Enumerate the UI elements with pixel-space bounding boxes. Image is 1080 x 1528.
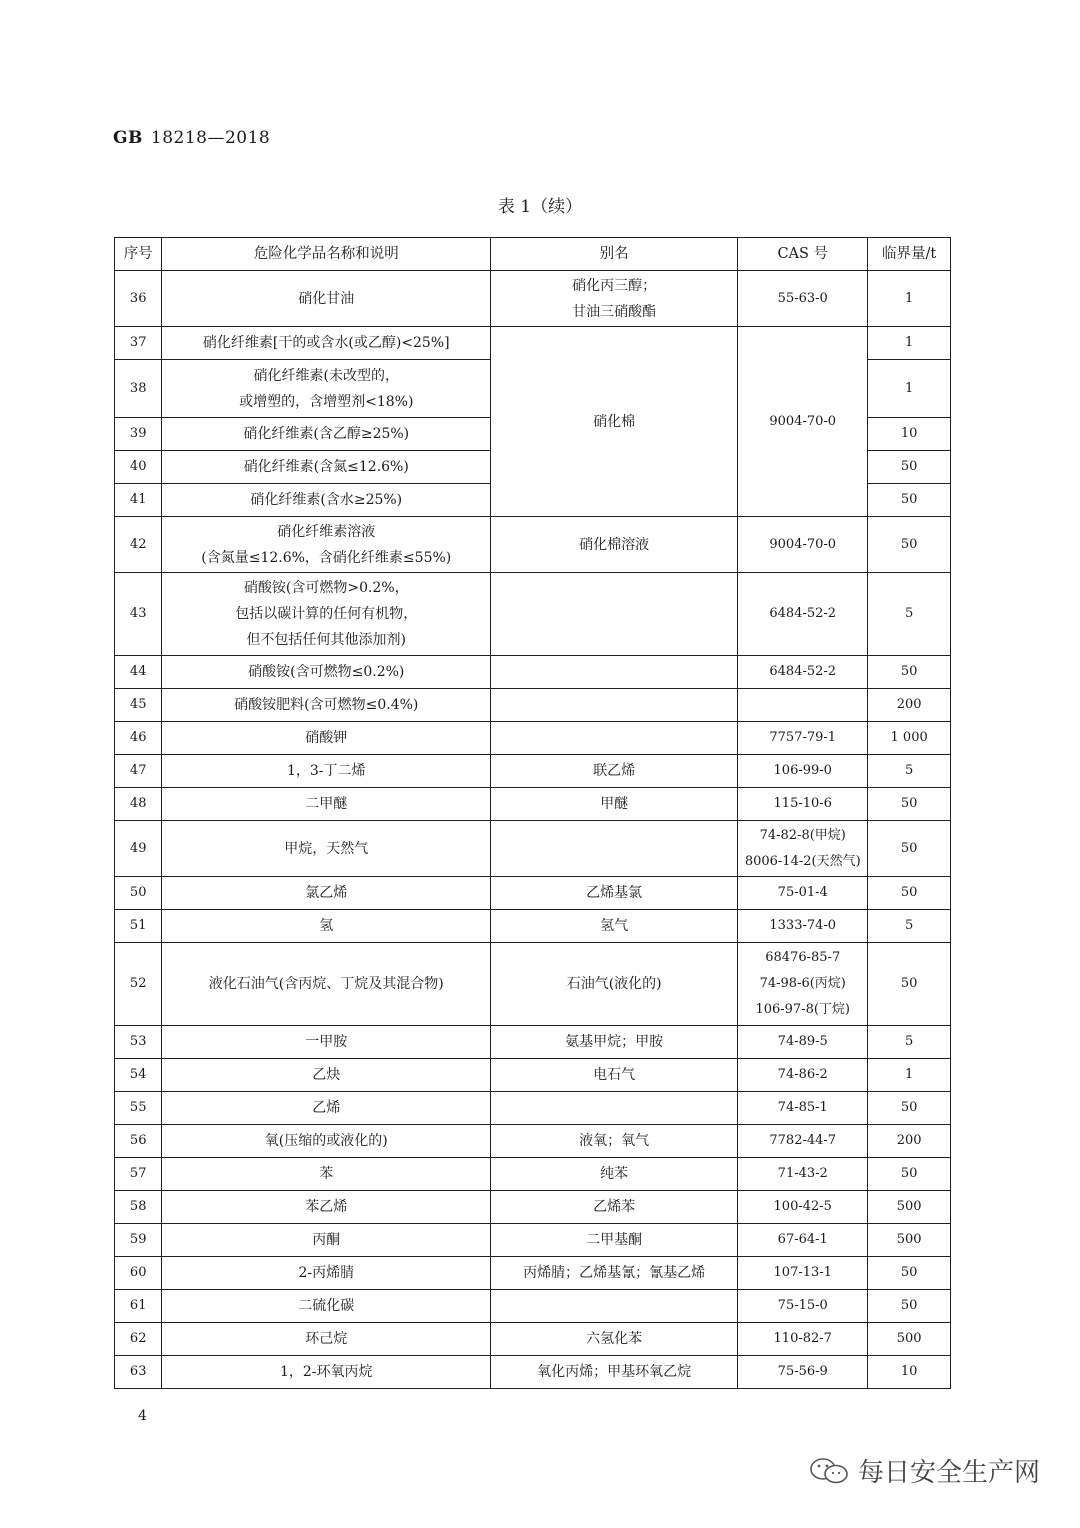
- table-row: [115, 573, 951, 656]
- chemical-name: 液化石油气(含丙烷、丁烷及其混合物): [162, 943, 491, 1026]
- table-row: [115, 1290, 951, 1323]
- row-number: 48: [115, 788, 162, 821]
- chemical-alias: 电石气: [491, 1059, 738, 1092]
- chemical-name: 氢: [162, 910, 491, 943]
- table-row: [115, 788, 951, 821]
- chemical-name: 环己烷: [162, 1323, 491, 1356]
- row-number: 36: [115, 271, 162, 327]
- header-name: 危险化学品名称和说明: [162, 238, 491, 271]
- chemical-alias: [491, 689, 738, 722]
- chemical-name: 硝化甘油: [162, 271, 491, 327]
- threshold-quantity: 1: [868, 360, 951, 418]
- row-number: 44: [115, 656, 162, 689]
- row-number: 41: [115, 484, 162, 517]
- threshold-quantity: 50: [868, 656, 951, 689]
- threshold-quantity: 50: [868, 484, 951, 517]
- threshold-quantity: 50: [868, 1257, 951, 1290]
- chemical-name: 氯乙烯: [162, 877, 491, 910]
- threshold-quantity: 500: [868, 1323, 951, 1356]
- threshold-quantity: 1: [868, 1059, 951, 1092]
- chemical-alias: [491, 722, 738, 755]
- chemical-alias: 硝化丙三醇； 甘油三硝酸酯: [491, 271, 738, 327]
- header-no: 序号: [115, 238, 162, 271]
- table-row: [115, 327, 951, 360]
- chemical-name: 硝化纤维素(含乙醇≥25%): [162, 418, 491, 451]
- threshold-quantity: 50: [868, 1092, 951, 1125]
- cas-number: 9004-70-0: [738, 327, 868, 517]
- threshold-quantity: 1: [868, 271, 951, 327]
- chemical-name: 二硫化碳: [162, 1290, 491, 1323]
- row-number: 38: [115, 360, 162, 418]
- chemical-alias: 乙烯苯: [491, 1191, 738, 1224]
- row-number: 37: [115, 327, 162, 360]
- table-row: [115, 1158, 951, 1191]
- chemical-alias: [491, 821, 738, 877]
- cas-number: 74-82-8(甲烷) 8006-14-2(天然气): [738, 821, 868, 877]
- chemical-name: 甲烷，天然气: [162, 821, 491, 877]
- header-threshold: 临界量/t: [868, 238, 951, 271]
- chemical-name: 氧(压缩的或液化的): [162, 1125, 491, 1158]
- chemical-name: 硝化纤维素(含水≥25%): [162, 484, 491, 517]
- chemical-alias: 二甲基酮: [491, 1224, 738, 1257]
- cas-number: [738, 689, 868, 722]
- row-number: 43: [115, 573, 162, 656]
- row-number: 61: [115, 1290, 162, 1323]
- chemical-alias: 纯苯: [491, 1158, 738, 1191]
- cas-number: 106-99-0: [738, 755, 868, 788]
- cas-number: 67-64-1: [738, 1224, 868, 1257]
- cas-number: 100-42-5: [738, 1191, 868, 1224]
- row-number: 52: [115, 943, 162, 1026]
- threshold-quantity: 200: [868, 689, 951, 722]
- row-number: 63: [115, 1356, 162, 1389]
- cas-number: 7782-44-7: [738, 1125, 868, 1158]
- row-number: 57: [115, 1158, 162, 1191]
- chemical-name: 硝化纤维素(含氮≤12.6%): [162, 451, 491, 484]
- chemical-name: 硝化纤维素溶液 (含氮量≤12.6%，含硝化纤维素≤55%): [162, 517, 491, 573]
- row-number: 42: [115, 517, 162, 573]
- chemical-name: 2-丙烯腈: [162, 1257, 491, 1290]
- table-row: [115, 1224, 951, 1257]
- chemical-alias: 丙烯腈；乙烯基氰；氰基乙烯: [491, 1257, 738, 1290]
- chemical-name: 硝酸钾: [162, 722, 491, 755]
- row-number: 45: [115, 689, 162, 722]
- chemical-alias: 乙烯基氯: [491, 877, 738, 910]
- row-number: 39: [115, 418, 162, 451]
- table-body: [115, 271, 951, 1389]
- chemical-name: 丙酮: [162, 1224, 491, 1257]
- chemical-name: 硝酸铵(含可燃物>0.2%， 包括以碳计算的任何有机物， 但不包括任何其他添加剂): [162, 573, 491, 656]
- cas-number: 6484-52-2: [738, 656, 868, 689]
- standard-number: 18218—2018: [150, 128, 271, 148]
- chemical-name: 苯乙烯: [162, 1191, 491, 1224]
- chemical-alias: 石油气(液化的): [491, 943, 738, 1026]
- threshold-quantity: 50: [868, 788, 951, 821]
- table-row: [115, 1026, 951, 1059]
- threshold-quantity: 1 000: [868, 722, 951, 755]
- table-row: [115, 271, 951, 327]
- threshold-quantity: 200: [868, 1125, 951, 1158]
- row-number: 55: [115, 1092, 162, 1125]
- table-row: [115, 943, 951, 1026]
- threshold-quantity: 50: [868, 451, 951, 484]
- table-row: [115, 1356, 951, 1389]
- cas-number: 110-82-7: [738, 1323, 868, 1356]
- cas-number: 74-89-5: [738, 1026, 868, 1059]
- row-number: 56: [115, 1125, 162, 1158]
- chemical-alias: [491, 1290, 738, 1323]
- standard-code: GB: [113, 128, 143, 148]
- chemical-name: 二甲醚: [162, 788, 491, 821]
- watermark-text: 每日安全生产网: [858, 1458, 1041, 1488]
- table-row: [115, 656, 951, 689]
- row-number: 46: [115, 722, 162, 755]
- watermark: [808, 1452, 1040, 1489]
- threshold-quantity: 500: [868, 1191, 951, 1224]
- table-row: [115, 910, 951, 943]
- table-row: [115, 877, 951, 910]
- chemical-alias: 氢气: [491, 910, 738, 943]
- cas-number: 71-43-2: [738, 1158, 868, 1191]
- chemical-alias: 氧化丙烯；甲基环氧乙烷: [491, 1356, 738, 1389]
- table-header-row: [115, 238, 951, 271]
- page-number: 4: [138, 1408, 147, 1424]
- cas-number: 6484-52-2: [738, 573, 868, 656]
- threshold-quantity: 50: [868, 1158, 951, 1191]
- table-row: [115, 1257, 951, 1290]
- table-row: [115, 755, 951, 788]
- chemical-alias: 甲醚: [491, 788, 738, 821]
- chemical-name: 乙炔: [162, 1059, 491, 1092]
- table-caption: 表 1（续）: [497, 197, 583, 217]
- cas-number: 55-63-0: [738, 271, 868, 327]
- threshold-quantity: 1: [868, 327, 951, 360]
- row-number: 62: [115, 1323, 162, 1356]
- chemical-name: 硝酸铵(含可燃物≤0.2%): [162, 656, 491, 689]
- threshold-quantity: 500: [868, 1224, 951, 1257]
- table-row: [115, 1059, 951, 1092]
- threshold-quantity: 5: [868, 1026, 951, 1059]
- threshold-quantity: 50: [868, 1290, 951, 1323]
- threshold-quantity: 10: [868, 418, 951, 451]
- table-row: [115, 1191, 951, 1224]
- cas-number: 7757-79-1: [738, 722, 868, 755]
- row-number: 58: [115, 1191, 162, 1224]
- chemical-alias: 硝化棉溶液: [491, 517, 738, 573]
- threshold-quantity: 50: [868, 517, 951, 573]
- row-number: 40: [115, 451, 162, 484]
- cas-number: 74-85-1: [738, 1092, 868, 1125]
- table-row: [115, 1092, 951, 1125]
- document-header: [113, 128, 270, 148]
- row-number: 50: [115, 877, 162, 910]
- row-number: 53: [115, 1026, 162, 1059]
- chemical-name: 1，2-环氧丙烷: [162, 1356, 491, 1389]
- cas-number: 75-01-4: [738, 877, 868, 910]
- table-row: [115, 517, 951, 573]
- threshold-quantity: 50: [868, 943, 951, 1026]
- header-cas: CAS 号: [738, 238, 868, 271]
- chemical-alias: 液氧；氧气: [491, 1125, 738, 1158]
- header-alias: 别名: [491, 238, 738, 271]
- chemical-alias: [491, 656, 738, 689]
- row-number: 54: [115, 1059, 162, 1092]
- threshold-quantity: 50: [868, 821, 951, 877]
- chemical-alias: [491, 573, 738, 656]
- cas-number: 75-56-9: [738, 1356, 868, 1389]
- chemical-alias: 六氢化苯: [491, 1323, 738, 1356]
- chemical-alias: 联乙烯: [491, 755, 738, 788]
- row-number: 60: [115, 1257, 162, 1290]
- row-number: 49: [115, 821, 162, 877]
- table-row: [115, 689, 951, 722]
- chemical-name: 苯: [162, 1158, 491, 1191]
- threshold-quantity: 10: [868, 1356, 951, 1389]
- cas-number: 107-13-1: [738, 1257, 868, 1290]
- chemical-name: 一甲胺: [162, 1026, 491, 1059]
- chemical-alias: 硝化棉: [491, 327, 738, 517]
- cas-number: 9004-70-0: [738, 517, 868, 573]
- table-row: [115, 722, 951, 755]
- chemical-alias: 氨基甲烷；甲胺: [491, 1026, 738, 1059]
- table-row: [115, 1323, 951, 1356]
- chemical-name: 硝化纤维素(未改型的， 或增塑的，含增塑剂<18%): [162, 360, 491, 418]
- threshold-quantity: 5: [868, 755, 951, 788]
- chemical-name: 硝酸铵肥料(含可燃物≤0.4%): [162, 689, 491, 722]
- threshold-quantity: 5: [868, 573, 951, 656]
- row-number: 51: [115, 910, 162, 943]
- row-number: 47: [115, 755, 162, 788]
- chemical-name: 硝化纤维素[干的或含水(或乙醇)<25%]: [162, 327, 491, 360]
- row-number: 59: [115, 1224, 162, 1257]
- wechat-icon: [808, 1456, 850, 1486]
- threshold-quantity: 50: [868, 877, 951, 910]
- cas-number: 74-86-2: [738, 1059, 868, 1092]
- chemical-name: 乙烯: [162, 1092, 491, 1125]
- threshold-quantity: 5: [868, 910, 951, 943]
- cas-number: 75-15-0: [738, 1290, 868, 1323]
- hazardous-chemicals-table: [114, 237, 951, 1389]
- table-row: [115, 821, 951, 877]
- chemical-name: 1，3-丁二烯: [162, 755, 491, 788]
- table-row: [115, 1125, 951, 1158]
- cas-number: 1333-74-0: [738, 910, 868, 943]
- cas-number: 115-10-6: [738, 788, 868, 821]
- cas-number: 68476-85-7 74-98-6(丙烷) 106-97-8(丁烷): [738, 943, 868, 1026]
- chemical-alias: [491, 1092, 738, 1125]
